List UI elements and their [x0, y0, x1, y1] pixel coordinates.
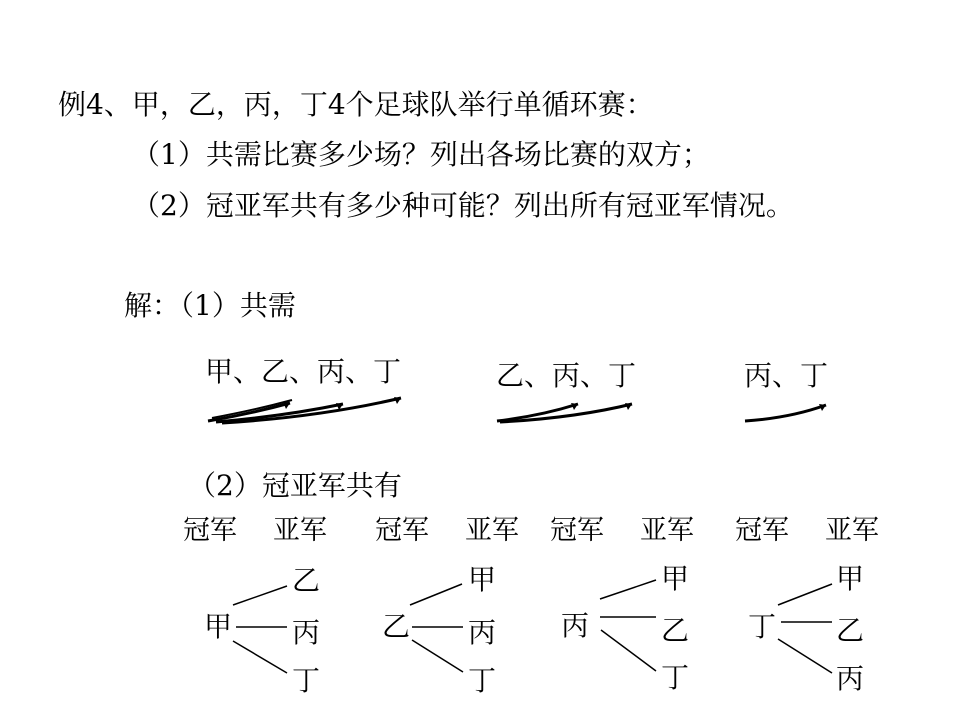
arrowhead — [283, 402, 290, 409]
arrowhead — [625, 403, 632, 410]
tree-root: 乙 — [382, 610, 411, 643]
tree-root: 丙 — [561, 609, 590, 642]
match-arc — [745, 405, 826, 421]
tree-leaf: 丙 — [468, 616, 497, 649]
group-3: 丙、丁 — [744, 359, 829, 392]
tree-branch — [778, 584, 832, 605]
champion-header: 冠军 — [375, 515, 429, 546]
question-2: （2）冠亚军共有多少种可能？列出所有冠亚军情况。 — [132, 189, 794, 222]
tree-leaf: 甲 — [468, 563, 497, 596]
tree-leaf: 甲 — [836, 562, 865, 595]
arrowhead — [336, 403, 343, 410]
tree-leaf: 丙 — [292, 616, 321, 649]
match-arc — [216, 404, 343, 422]
tree-root: 甲 — [204, 610, 233, 643]
part-2-label: （2）冠亚军共有 — [188, 469, 402, 502]
runner-up-header: 亚军 — [825, 515, 879, 546]
tree-leaf: 丁 — [661, 661, 690, 694]
match-arc — [212, 400, 292, 418]
champion-header: 冠军 — [183, 515, 237, 546]
runner-up-header: 亚军 — [465, 515, 519, 546]
tree-branch — [778, 639, 832, 673]
match-arc — [500, 404, 632, 422]
tree-branch — [233, 641, 287, 673]
match-arc — [208, 403, 290, 421]
tree-leaf: 丁 — [292, 664, 321, 697]
runner-up-header: 亚军 — [640, 515, 694, 546]
tree-branch — [233, 586, 287, 605]
champion-header: 冠军 — [735, 515, 789, 546]
match-arc — [497, 404, 578, 421]
solution-label: 解：（1）共需 — [124, 289, 296, 322]
tree-leaf: 丁 — [468, 664, 497, 697]
tree-root: 丁 — [748, 610, 777, 643]
problem-title: 例4、甲，乙，丙，丁4个足球队举行单循环赛： — [58, 88, 654, 121]
tree-branch — [600, 580, 656, 599]
tree-branch — [601, 630, 656, 671]
tree-leaf: 甲 — [661, 562, 690, 595]
tree-leaf: 丙 — [836, 662, 865, 695]
champion-header: 冠军 — [550, 515, 604, 546]
arrowhead — [819, 404, 826, 411]
arrowhead — [394, 397, 401, 404]
arrowhead — [571, 403, 578, 410]
group-2: 乙、丙、丁 — [496, 359, 637, 392]
tree-leaf: 乙 — [836, 614, 865, 647]
question-1: （1）共需比赛多少场？列出各场比赛的双方； — [132, 138, 710, 171]
tree-leaf: 乙 — [292, 564, 321, 597]
match-arc — [222, 398, 401, 423]
tree-leaf: 乙 — [661, 614, 690, 647]
runner-up-header: 亚军 — [273, 515, 327, 546]
group-1: 甲、乙、丙、丁 — [205, 355, 402, 388]
tree-branch — [410, 584, 462, 605]
tree-branch — [412, 640, 463, 672]
